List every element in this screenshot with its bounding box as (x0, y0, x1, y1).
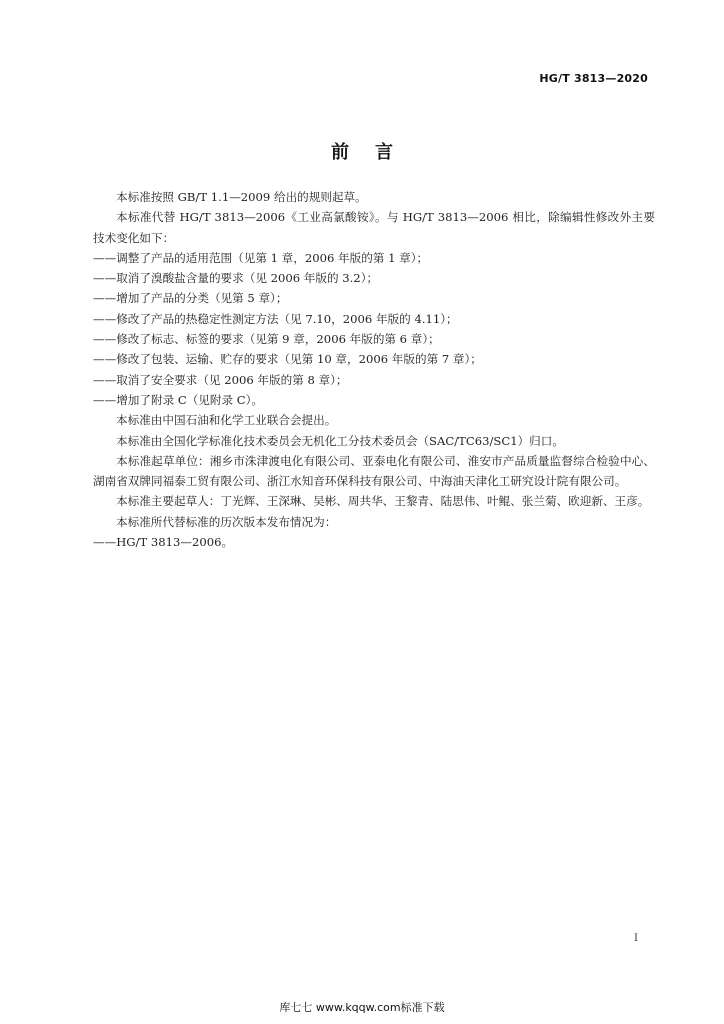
intro-paragraph: 本标准按照 GB/T 1.1—2009 给出的规则起草。 (116, 190, 367, 204)
change-item: ——增加了附录 C（见附录 C）。 (93, 392, 264, 407)
foreword-body (93, 187, 655, 552)
change-item: ——调整了产品的适用范围（见第 1 章，2006 年版的第 1 章）； (93, 250, 429, 265)
drafters-paragraph: 本标准主要起草人：丁光辉、王深琳、吴彬、周共华、王黎青、陆思伟、叶鲲、张兰菊、欧迎新、王彦。 (116, 494, 650, 509)
change-item: ——增加了产品的分类（见第 5 章）； (93, 291, 288, 306)
change-item: ——修改了包装、运输、贮存的要求（见第 10 章，2006 年版的第 7 章）； (93, 352, 482, 367)
change-item: ——取消了溴酸盐含量的要求（见 2006 年版的 3.2）； (93, 271, 379, 286)
change-item: ——修改了产品的热稳定性测定方法（见 7.10，2006 年版的 4.11）； (93, 311, 458, 326)
page-title: 前言 (331, 142, 419, 163)
managed-by-paragraph: 本标准由全国化学标准化技术委员会无机化工分技术委员会（SAC/TC63/SC1）归口。 (116, 433, 564, 448)
proposed-by-paragraph: 本标准由中国石油和化学工业联合会提出。 (116, 413, 337, 428)
history-item: ——HG/T 3813—2006。 (93, 535, 234, 550)
page-number: I (634, 933, 638, 944)
replacement-paragraph: 本标准代替 HG/T 3813—2006《工业高氯酸铵》。与 HG/T 3813—2006 相比，除编辑性修改外主要技术变化如下： (93, 210, 655, 245)
history-intro-paragraph: 本标准所代替标准的历次版本发布情况为： (116, 514, 337, 529)
document-code: HG/T 3813—2020 (539, 72, 648, 85)
drafting-units-paragraph: 本标准起草单位：湘乡市洙津渡电化有限公司、亚泰电化有限公司、淮安市产品质量监督综合检验中心、湖南省双牌同福泰工贸有限公司、浙江水知音环保科技有限公司、中海油天津化工研究设计院有限公司。 (93, 453, 655, 489)
change-item: ——修改了标志、标签的要求（见第 9 章，2006 年版的第 6 章）； (93, 332, 440, 347)
footer-watermark: 库七七 www.kqqw.com标准下载 (279, 1001, 445, 1014)
change-item: ——取消了安全要求（见 2006 年版的第 8 章）； (93, 372, 348, 387)
